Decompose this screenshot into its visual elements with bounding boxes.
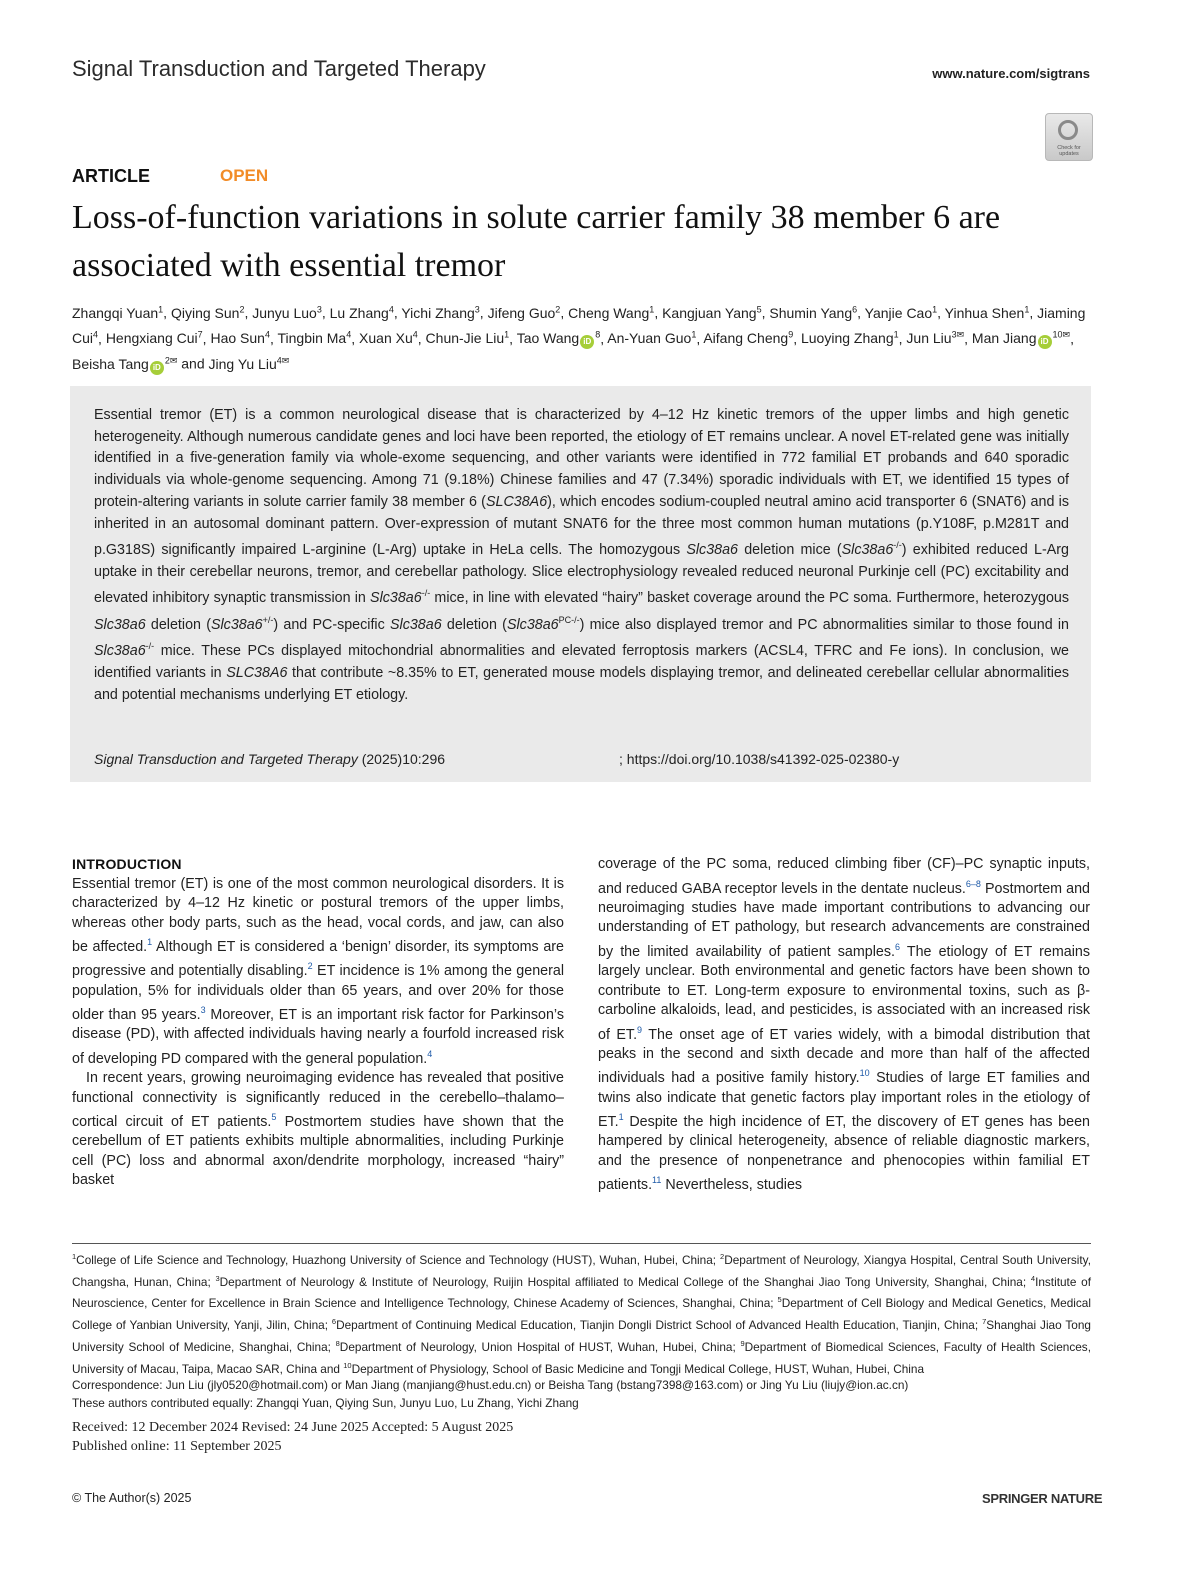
italic-text: Slc38a6 [94, 643, 146, 660]
author-separator: , [964, 330, 972, 347]
superscript[interactable]: 1 [618, 1112, 624, 1123]
superscript[interactable]: +/- [262, 614, 274, 625]
author-separator: , [321, 304, 330, 321]
text-run: ) and PC-specific [273, 616, 390, 633]
text-run: deletion ( [145, 616, 211, 633]
text-run: deletion mice ( [738, 541, 842, 558]
superscript[interactable]: -/- [145, 641, 155, 652]
author[interactable] [865, 305, 937, 321]
text-run: The etiology of ET remains largely unclear. Both environmental and genetic factors have been shown to contribute to ET. Long-term exposure to environmental toxins, such as β-carboline alkaloids, lead, and pesticides, is associated with an increased risk of ET. [598, 943, 1090, 1043]
author-separator: , [509, 330, 517, 347]
author-separator: , [351, 330, 360, 347]
author-affiliation-sup: 4 [388, 304, 394, 314]
author[interactable] [252, 305, 322, 321]
italic-text: SLC38A6 [226, 664, 288, 681]
author-separator: , [202, 330, 211, 347]
text-run: deletion ( [441, 616, 507, 633]
article-type: ARTICLE [72, 166, 150, 186]
author-name: Lu Zhang [329, 304, 389, 321]
superscript[interactable]: -/- [421, 588, 431, 599]
text-run: coverage of the PC soma, reduced climbing fiber (CF)–PC synaptic inputs, and reduced GABA receptor levels in the dentate nucleus. [598, 856, 1090, 897]
author-affiliation-sup: 9 [788, 329, 794, 340]
author-separator: , [269, 330, 278, 347]
text-run: Department of Neurology, Union Hospital of HUST, Wuhan, Hubei, China; [339, 1339, 741, 1354]
italic-text: Slc38a6 [370, 590, 422, 607]
author-affiliation-sup: 4 [93, 329, 99, 340]
author-name: Jiaming Cui [72, 304, 1086, 347]
author-name: Hao Sun [210, 330, 265, 347]
text-run: that contribute ~8.35% to ET, generated mouse models displaying tremor, and delineated cerebellar cellular abnormalities and potential mechanisms underlying ET etiology. [94, 664, 1069, 703]
author[interactable] [607, 330, 696, 346]
superscript[interactable]: 3 [200, 1005, 206, 1016]
author[interactable] [209, 356, 290, 372]
author-name: Shumin Yang [769, 304, 853, 321]
author-name: Qiying Sun [170, 304, 240, 321]
superscript[interactable]: 4 [1030, 1273, 1036, 1283]
author-name: Jun Liu [906, 330, 952, 347]
author[interactable] [488, 305, 561, 321]
superscript[interactable]: 7 [982, 1317, 987, 1327]
author-affiliation-sup: 3 [316, 304, 322, 314]
crossmark-caption: Check for updates [1057, 145, 1081, 157]
text-run: Department of Neurology, Xiangya Hospital, Central South University, Changsha, Hunan, China; [72, 1252, 1091, 1289]
text-run: mice, in line with elevated “hairy” basket coverage around the PC soma. Furthermore, heterozygous [430, 590, 1069, 607]
superscript[interactable]: 4 [427, 1048, 433, 1059]
text-run: Department of Neurology & Institute of Neurology, Ruijin Hospital affiliated to Medical College of the Shanghai Jiao Tong University, Shanghai, China; [219, 1274, 1031, 1289]
text-run: ET incidence is 1% among the general population, 5% for individuals older than 65 years, and over 20% for those older than 95 years. [72, 963, 564, 1023]
author-affiliation-sup: 3✉ [951, 329, 965, 340]
text-run: Despite the high incidence of ET, the discovery of ET genes has been hampered by clinical heterogeneity, absence of reliable diagnostic markers, and the presence of nonpenetrance and phenocopies within familial ET patients. [598, 1113, 1090, 1194]
superscript[interactable]: 11 [652, 1175, 662, 1186]
author[interactable] [906, 330, 964, 346]
orcid-icon[interactable]: iD [580, 335, 594, 349]
dates [72, 1418, 513, 1456]
correspondence: Correspondence: Jun Liu (jly0520@hotmail.com) or Man Jiang (manjiang@hust.edu.cn) or Beisha Tang (bstang7398@163.com) or Jing Yu Liu (liujy@ion.ac.cn) [72, 1378, 909, 1392]
superscript[interactable]: 2 [720, 1252, 725, 1261]
author-list [72, 298, 1102, 375]
author[interactable] [277, 330, 351, 346]
superscript[interactable]: 2 [307, 961, 313, 972]
text-run: Moreover, ET is an important risk factor for Parkinson’s disease (PD), with affected individuals having nearly a fourfold increased risk of developing PD compared with the general population. [72, 1006, 564, 1067]
column-right [598, 855, 1090, 1196]
author-name: Hengxiang Cui [105, 330, 198, 347]
crossmark-icon [1058, 120, 1078, 140]
author-separator: , [654, 304, 663, 321]
text-run: Nevertheless, studies [661, 1177, 803, 1194]
author[interactable] [568, 305, 654, 321]
author[interactable] [72, 356, 177, 372]
author-name: An-Yuan Guo [607, 330, 692, 347]
article-title: Loss-of-function variations in solute carrier family 38 member 6 are associated with essential tremor [72, 199, 1001, 284]
author[interactable] [662, 305, 761, 321]
publisher-logo: SPRINGER NATURE [982, 1491, 1103, 1506]
author-separator: , [600, 330, 608, 347]
crossmark-badge[interactable] [1045, 113, 1093, 161]
author[interactable] [106, 330, 203, 346]
superscript[interactable]: 6–8 [965, 878, 981, 889]
author-affiliation-sup: 1 [893, 329, 899, 340]
author-affiliation-sup: 4 [412, 329, 418, 340]
author-name: Jing Yu Liu [208, 355, 277, 372]
author-name: Zhangqi Yuan [72, 304, 159, 321]
text-run: Department of Biomedical Sciences, Faculty of Health Sciences, University of Macau, Taipa, Macao SAR, China and [72, 1339, 1091, 1376]
author-separator: and [177, 355, 209, 372]
author-affiliation-sup: 6 [852, 304, 858, 314]
author-name: Man Jiang [971, 330, 1037, 347]
orcid-icon[interactable]: iD [1038, 335, 1052, 349]
author-separator: , [98, 330, 106, 347]
italic-text: Slc38a6 [506, 616, 559, 633]
author-name: Beisha Tang [72, 355, 149, 372]
superscript[interactable]: 5 [271, 1112, 277, 1123]
paragraph [598, 855, 1090, 1196]
italic-text: Slc38a6 [210, 616, 263, 633]
text-run: ) exhibited reduced L-Arg uptake in their cerebellar neurons, tremor, and cerebellar pathology. Slice electrophysiology revealed reduced neuronal Purkinje cell (PC) excitability and elevated inhibitory synaptic transmission in [94, 541, 1069, 607]
author-separator: , [163, 304, 171, 321]
author-separator: , [857, 304, 865, 321]
author-affiliation-sup: 1 [691, 329, 697, 340]
author-affiliation-sup: 2 [239, 304, 245, 314]
abstract-text [94, 405, 1069, 706]
author-affiliation-sup: 4 [346, 329, 352, 340]
author-separator: , [1070, 330, 1074, 347]
author-separator: , [393, 304, 402, 321]
superscript[interactable]: 8 [335, 1338, 340, 1348]
author-affiliation-sup: 1 [504, 329, 510, 340]
italic-text: Slc38a6 [686, 541, 739, 558]
superscript[interactable]: 9 [637, 1024, 643, 1035]
author[interactable] [401, 305, 479, 321]
author-affiliation-sup: 1 [1024, 304, 1030, 314]
author-separator: , [479, 304, 488, 321]
author-affiliation-sup: 3 [474, 304, 480, 314]
author-separator: , [937, 304, 945, 321]
author[interactable] [801, 330, 899, 346]
author-name: Chun-Jie Liu [425, 330, 505, 347]
author-affiliation-sup: 5 [756, 304, 762, 314]
author-affiliation-sup: 1 [158, 304, 164, 314]
superscript[interactable]: 5 [777, 1295, 782, 1305]
orcid-icon[interactable]: iD [150, 361, 164, 375]
author-separator: , [793, 330, 801, 347]
text-run: Essential tremor (ET) is a common neurological disease that is characterized by 4–12 Hz kinetic tremors of the upper limbs and high genetic heterogeneity. Although numerous candidate genes and loci have been reported, the etiology of ET remains unclear. A novel ET-related gene was initially identified in a five-generation family via whole-exome sequencing, and other variants were identified in 772 familial ET probands and 640 sporadic individuals via whole-genome sequencing. Among 71 (9.18%) Chinese families and 47 (7.34%) sporadic individuals with ET, we identified 15 types of protein-altering variants in solute carrier family 38 member 6 ( [94, 407, 1069, 510]
author-name: Yichi Zhang [401, 304, 475, 321]
text-run: Institute of Neuroscience, Center for Excellence in Brain Science and Intelligence Technology, Chinese Academy of Sciences, Shanghai, China; [72, 1274, 1091, 1311]
open-access-badge: OPEN [220, 166, 269, 185]
citation [94, 751, 445, 767]
author-affiliation-sup: 4 [264, 329, 270, 340]
paragraph [72, 875, 564, 1070]
superscript[interactable]: PC-/- [558, 614, 580, 625]
author-name: Kangjuan Yang [662, 304, 757, 321]
text-run: Postmortem and neuroimaging studies have made important contributions to advancing our understanding of ET pathology, but research advancements are constrained by the limited availability of patient samples. [598, 880, 1090, 960]
italic-text: Slc38a6 [94, 616, 146, 633]
author[interactable] [171, 305, 245, 321]
text-run: Essential tremor (ET) is one of the most common neurological disorders. It is characterized by 4–12 Hz kinetic or postural tremors of the upper limbs, whereas other body parts, such as the head, vocal cords, and jaw, can also be affected. [72, 875, 564, 955]
author-name: Yanjie Cao [864, 304, 933, 321]
author-name: Tingbin Ma [277, 330, 347, 347]
author-name: Xuan Xu [359, 330, 413, 347]
author-affiliation-sup: 2✉ [164, 355, 178, 366]
paragraph [72, 1069, 564, 1191]
text-run: ) mice also displayed tremor and PC abnormalities similar to those found in [579, 616, 1069, 633]
text-run: The onset age of ET varies widely, with a bimodal distribution that peaks in the second and sixth decade and more than half of the affected individuals had a positive family history. [598, 1026, 1090, 1087]
correspondence-block [72, 1377, 1091, 1413]
author[interactable] [945, 305, 1030, 321]
author-separator: , [244, 304, 253, 321]
equal-contribution: These authors contributed equally: Zhangqi Yuan, Qiying Sun, Junyu Luo, Lu Zhang, Yichi Zhang [72, 1395, 579, 1410]
author[interactable] [426, 330, 510, 346]
author-separator: , [560, 304, 569, 321]
author-name: Luoying Zhang [800, 330, 894, 347]
author-affiliation-sup: 10✉ [1052, 329, 1071, 340]
author[interactable] [330, 305, 394, 321]
author-affiliation-sup: 1 [649, 304, 655, 314]
superscript[interactable]: 9 [740, 1338, 745, 1348]
author-name: Yinhua Shen [944, 304, 1025, 321]
author-name: Junyu Luo [252, 304, 317, 321]
published-online: Published online: 11 September 2025 [72, 1439, 282, 1454]
column-left [72, 855, 564, 1191]
author-name: Cheng Wang [568, 304, 650, 321]
text-run: College of Life Science and Technology, Huazhong University of Science and Technology (HUST), Wuhan, Hubei, China; [76, 1252, 721, 1267]
superscript[interactable]: 6 [331, 1317, 337, 1327]
citation-volume: (2025)10:296 [357, 751, 446, 767]
author-affiliation-sup: 7 [197, 329, 203, 340]
author-name: Tao Wang [516, 330, 580, 347]
section-heading: INTRODUCTION [72, 856, 182, 872]
author-affiliation-sup: 1 [932, 304, 938, 314]
journal-name: Signal Transduction and Targeted Therapy [72, 56, 486, 81]
affiliations [72, 1248, 1091, 1378]
author-separator: , [1029, 304, 1038, 321]
received-revised-accepted: Received: 12 December 2024 Revised: 24 June 2025 Accepted: 5 August 2025 [72, 1420, 514, 1435]
superscript[interactable]: 10 [859, 1068, 870, 1079]
author-separator: , [417, 330, 426, 347]
author[interactable] [210, 330, 270, 346]
superscript[interactable]: 1 [147, 937, 153, 947]
text-run: Studies of large ET families and twins also indicate that genetic factors play important roles in the etiology of ET. [598, 1070, 1090, 1130]
text-run: Department of Cell Biology and Medical Genetics, Medical College of Yanbian University, Yanji, Jilin, China; [72, 1296, 1091, 1333]
italic-text: Slc38a6 [389, 616, 442, 633]
author-name: Aifang Cheng [703, 330, 789, 347]
author[interactable] [359, 330, 418, 346]
author-affiliation-sup: 8 [595, 329, 601, 340]
journal-url-link[interactable]: www.nature.com/sigtrans [932, 66, 1090, 81]
author-name: Jifeng Guo [487, 304, 556, 321]
citation-journal: Signal Transduction and Targeted Therapy [94, 751, 358, 767]
author-separator: , [696, 330, 704, 347]
text-run: Shanghai Jiao Tong University School of Medicine, Shanghai, China; [72, 1318, 1091, 1354]
text-run: mice. These PCs displayed mitochondrial abnormalities and elevated ferroptosis markers (ACSL4, TFRC and Fe ions). In conclusion, we identified variants in [94, 643, 1069, 681]
copyright: © The Author(s) 2025 [72, 1491, 192, 1505]
text-run: Postmortem studies have shown that the cerebellum of ET patients exhibits multiple abnormalities, including Purkinje cell (PC) loss and abnormal axon/dendrite morphology, increased “hairy” basket [72, 1113, 564, 1189]
superscript[interactable]: 3 [215, 1273, 220, 1283]
author[interactable] [769, 305, 857, 321]
superscript[interactable]: 10 [343, 1360, 352, 1370]
superscript[interactable]: -/- [893, 540, 902, 551]
author[interactable] [972, 330, 1070, 346]
author[interactable] [72, 305, 163, 321]
author-affiliation-sup: 4✉ [276, 355, 290, 366]
superscript[interactable]: 6 [894, 941, 900, 952]
text-run: In recent years, growing neuroimaging evidence has revealed that positive functional connectivity is significantly reduced in the cerebello–thalamo–cortical circuit of ET patients. [72, 1070, 564, 1130]
text-run: Department of Continuing Medical Education, Tianjin Dongli District School of Advanced Health Education, Tianjin, China; [336, 1318, 983, 1333]
author[interactable] [517, 330, 601, 346]
doi-link[interactable]: ; https://doi.org/10.1038/s41392-025-02380-y [619, 751, 900, 767]
author[interactable] [703, 330, 793, 346]
footnote-divider [72, 1243, 1091, 1244]
author-separator: , [761, 304, 770, 321]
author-affiliation-sup: 2 [555, 304, 561, 314]
text-run: ), which encodes sodium-coupled neutral amino acid transporter 6 (SNAT6) and is inherited in an autosomal dominant pattern. Over-expression of mutant SNAT6 for the three most common human mutations (p.Y108F, p.M281T and p.G318S) significantly impaired L-arginine (L-Arg) uptake in HeLa cells. The homozygous [94, 493, 1069, 558]
text-run: Although ET is considered a ‘benign’ disorder, its symptoms are progressive and potentially disabling. [72, 938, 564, 980]
italic-text: SLC38A6 [485, 493, 548, 510]
text-run: Department of Physiology, School of Basic Medicine and Tongji Medical College, HUST, Wuhan, Hubei, China [351, 1361, 925, 1376]
superscript[interactable]: 1 [72, 1252, 77, 1261]
author-separator: , [898, 330, 907, 347]
italic-text: Slc38a6 [841, 541, 894, 558]
